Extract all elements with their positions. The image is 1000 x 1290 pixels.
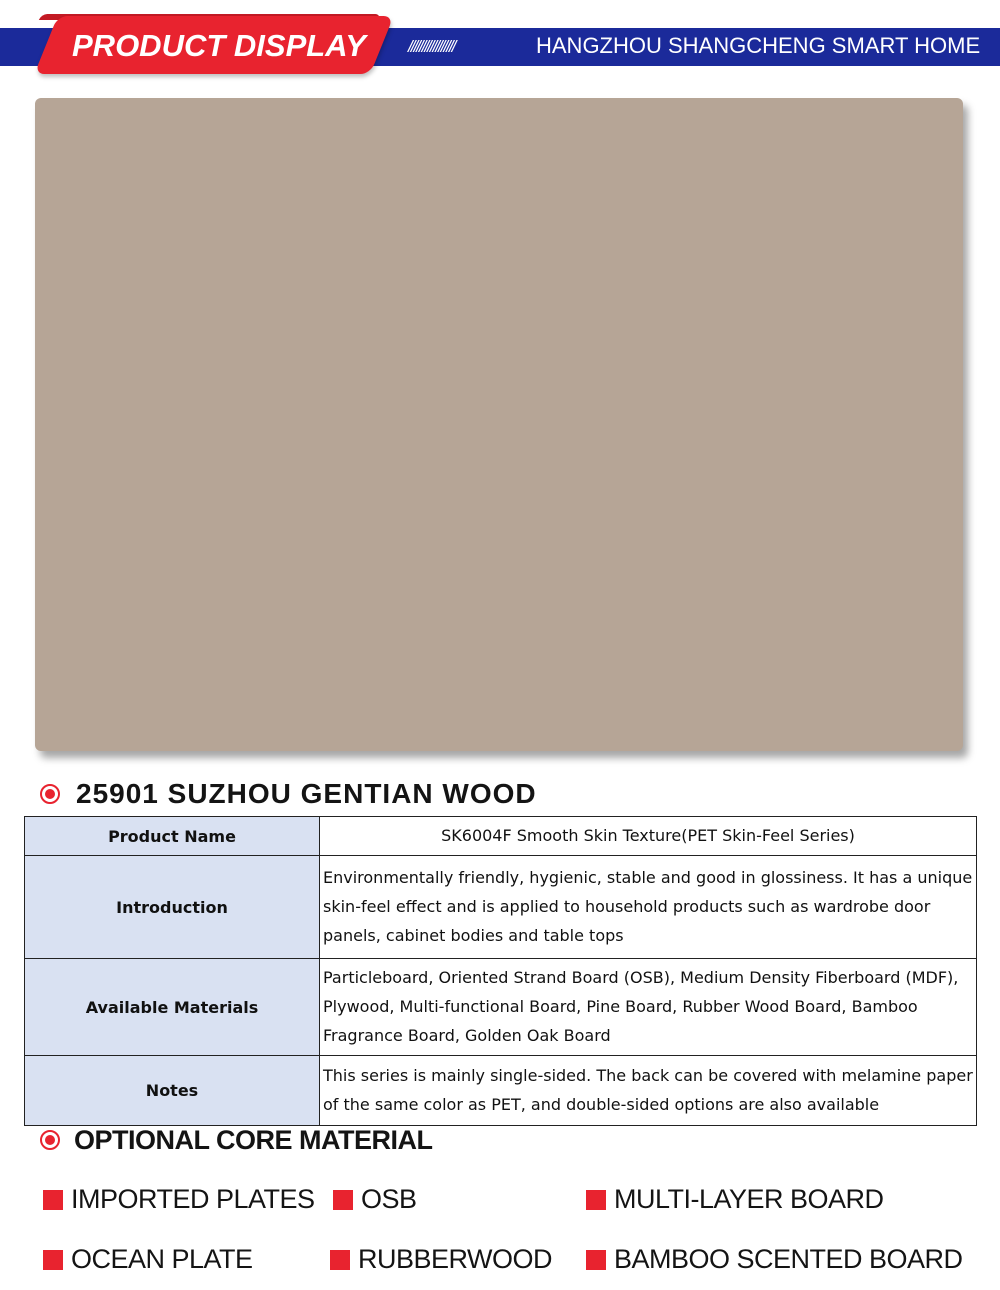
product-color-swatch [35, 98, 963, 751]
spec-value: Environmentally friendly, hygienic, stable and good in glossiness. It has a unique skin-feel effect and is applied to household products such as wardrobe door panels, cabinet bodies and table tops [320, 856, 977, 959]
table-row [25, 959, 977, 1056]
spec-label: Notes [25, 1056, 320, 1126]
core-item-label: OSB [361, 1184, 417, 1214]
spec-value: SK6004F Smooth Skin Texture(PET Skin-Feel Series) [320, 817, 977, 856]
core-item-label: BAMBOO SCENTED BOARD [614, 1244, 963, 1274]
spec-label: Introduction [25, 856, 320, 959]
table-row [25, 817, 977, 856]
square-bullet-icon [586, 1190, 606, 1210]
header-banner [0, 0, 1000, 80]
circle-bullet-icon [40, 784, 60, 804]
product-heading-text: 25901 SUZHOU GENTIAN WOOD [76, 778, 537, 809]
spec-value: Particleboard, Oriented Strand Board (OSB), Medium Density Fiberboard (MDF), Plywood, Multi-functional Board, Pine Board, Rubber Wood Board, Bamboo Fragrance Board, Golden Oak Board [320, 959, 977, 1056]
core-item-label: RUBBERWOOD [358, 1244, 553, 1274]
banner-slash-decoration: ///////////////// [408, 37, 455, 56]
square-bullet-icon [43, 1190, 63, 1210]
circle-bullet-icon [40, 1130, 60, 1150]
core-heading-text: OPTIONAL CORE MATERIAL [74, 1125, 433, 1155]
company-name: HANGZHOU SHANGCHENG SMART HOME [536, 33, 981, 58]
core-item-label: MULTI-LAYER BOARD [614, 1184, 884, 1214]
spec-label: Available Materials [25, 959, 320, 1056]
spec-label: Product Name [25, 817, 320, 856]
table-row [25, 856, 977, 959]
core-item-label: OCEAN PLATE [71, 1244, 253, 1274]
product-spec-table [24, 816, 977, 1126]
square-bullet-icon [586, 1250, 606, 1270]
square-bullet-icon [43, 1250, 63, 1270]
page-title: PRODUCT DISPLAY [72, 28, 366, 63]
square-bullet-icon [333, 1190, 353, 1210]
square-bullet-icon [330, 1250, 350, 1270]
core-item-label: IMPORTED PLATES [71, 1184, 315, 1214]
table-row [25, 1056, 977, 1126]
spec-value: This series is mainly single-sided. The back can be covered with melamine paper of the same color as PET, and double-sided options are also available [320, 1056, 977, 1126]
